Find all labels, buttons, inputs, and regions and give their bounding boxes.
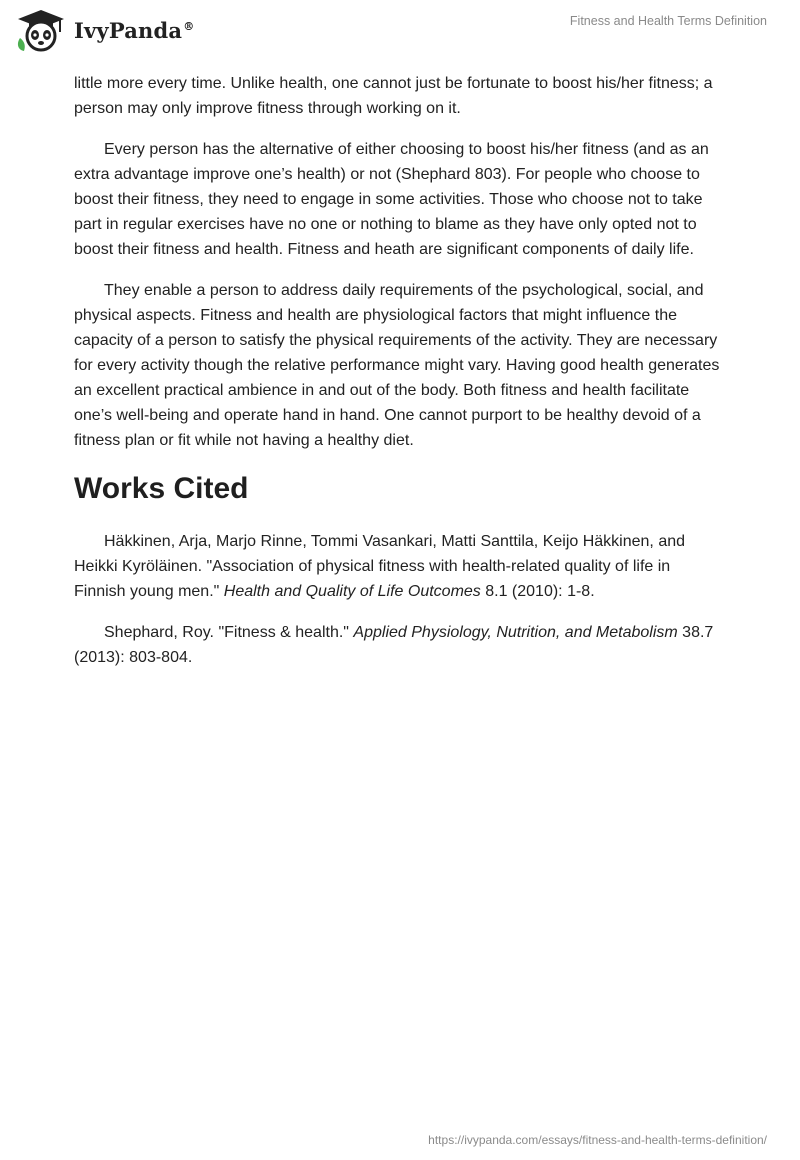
citation-details: 38.7 (2013): 803-804. <box>74 624 714 666</box>
citation-hakkinen <box>74 529 726 604</box>
citation-journal: Applied Physiology, Nutrition, and Metabolism <box>353 624 678 641</box>
page-header <box>0 0 800 70</box>
paragraph-continuation: little more every time. Unlike health, one cannot just be fortunate to boost his/her fitness; a person may only improve fitness through working on it. <box>74 75 713 117</box>
citation-authors: Häkkinen, Arja, Marjo Rinne, Tommi Vasankari, Matti Santtila, Keijo Häkkinen, and Heikki Kyröläinen. "Association of physical fitness with health-related quality of life in Finnish young men." <box>74 533 686 600</box>
works-cited-heading: Works Cited <box>74 472 249 505</box>
panda-graduate-icon <box>14 8 68 52</box>
paragraph-requirements: They enable a person to address daily requirements of the psychological, social, and physical aspects. Fitness and health are physiological factors that might influence the capacity of a person to satisfy the physical requirements of the activity. They are necessary for every activity though the relative performance might vary. Having good health generates an excellent practical ambience in and out of the body. Both fitness and health facilitate one’s well-being and operate hand in hand. One cannot purport to be healthy devoid of a fitness plan or fit while not having a healthy diet. <box>74 282 720 449</box>
paragraph-choice: Every person has the alternative of either choosing to boost his/her fitness (and as an extra advantage improve one’s health) or not (Shephard 803). For people who choose to boost their fitness, they need to engage in some activities. Those who choose not to take part in regular exercises have no one or nothing to blame as they have only opted not to boost their fitness and health. Fitness and heath are significant components of daily life. <box>74 141 709 258</box>
citation-shephard <box>74 620 726 670</box>
source-url-link[interactable]: https://ivypanda.com/essays/fitness-and-health-terms-definition/ <box>428 1133 767 1147</box>
citation-journal: Health and Quality of Life Outcomes <box>223 583 481 600</box>
ivypanda-logo[interactable] <box>14 8 194 52</box>
citation-authors: Shephard, Roy. "Fitness & health." <box>104 624 354 641</box>
essay-content <box>74 71 726 686</box>
document-title: Fitness and Health Terms Definition <box>569 14 767 28</box>
citation-details: 8.1 (2010): 1-8. <box>480 583 595 600</box>
logo-wordmark: IvyPanda® <box>74 17 195 43</box>
